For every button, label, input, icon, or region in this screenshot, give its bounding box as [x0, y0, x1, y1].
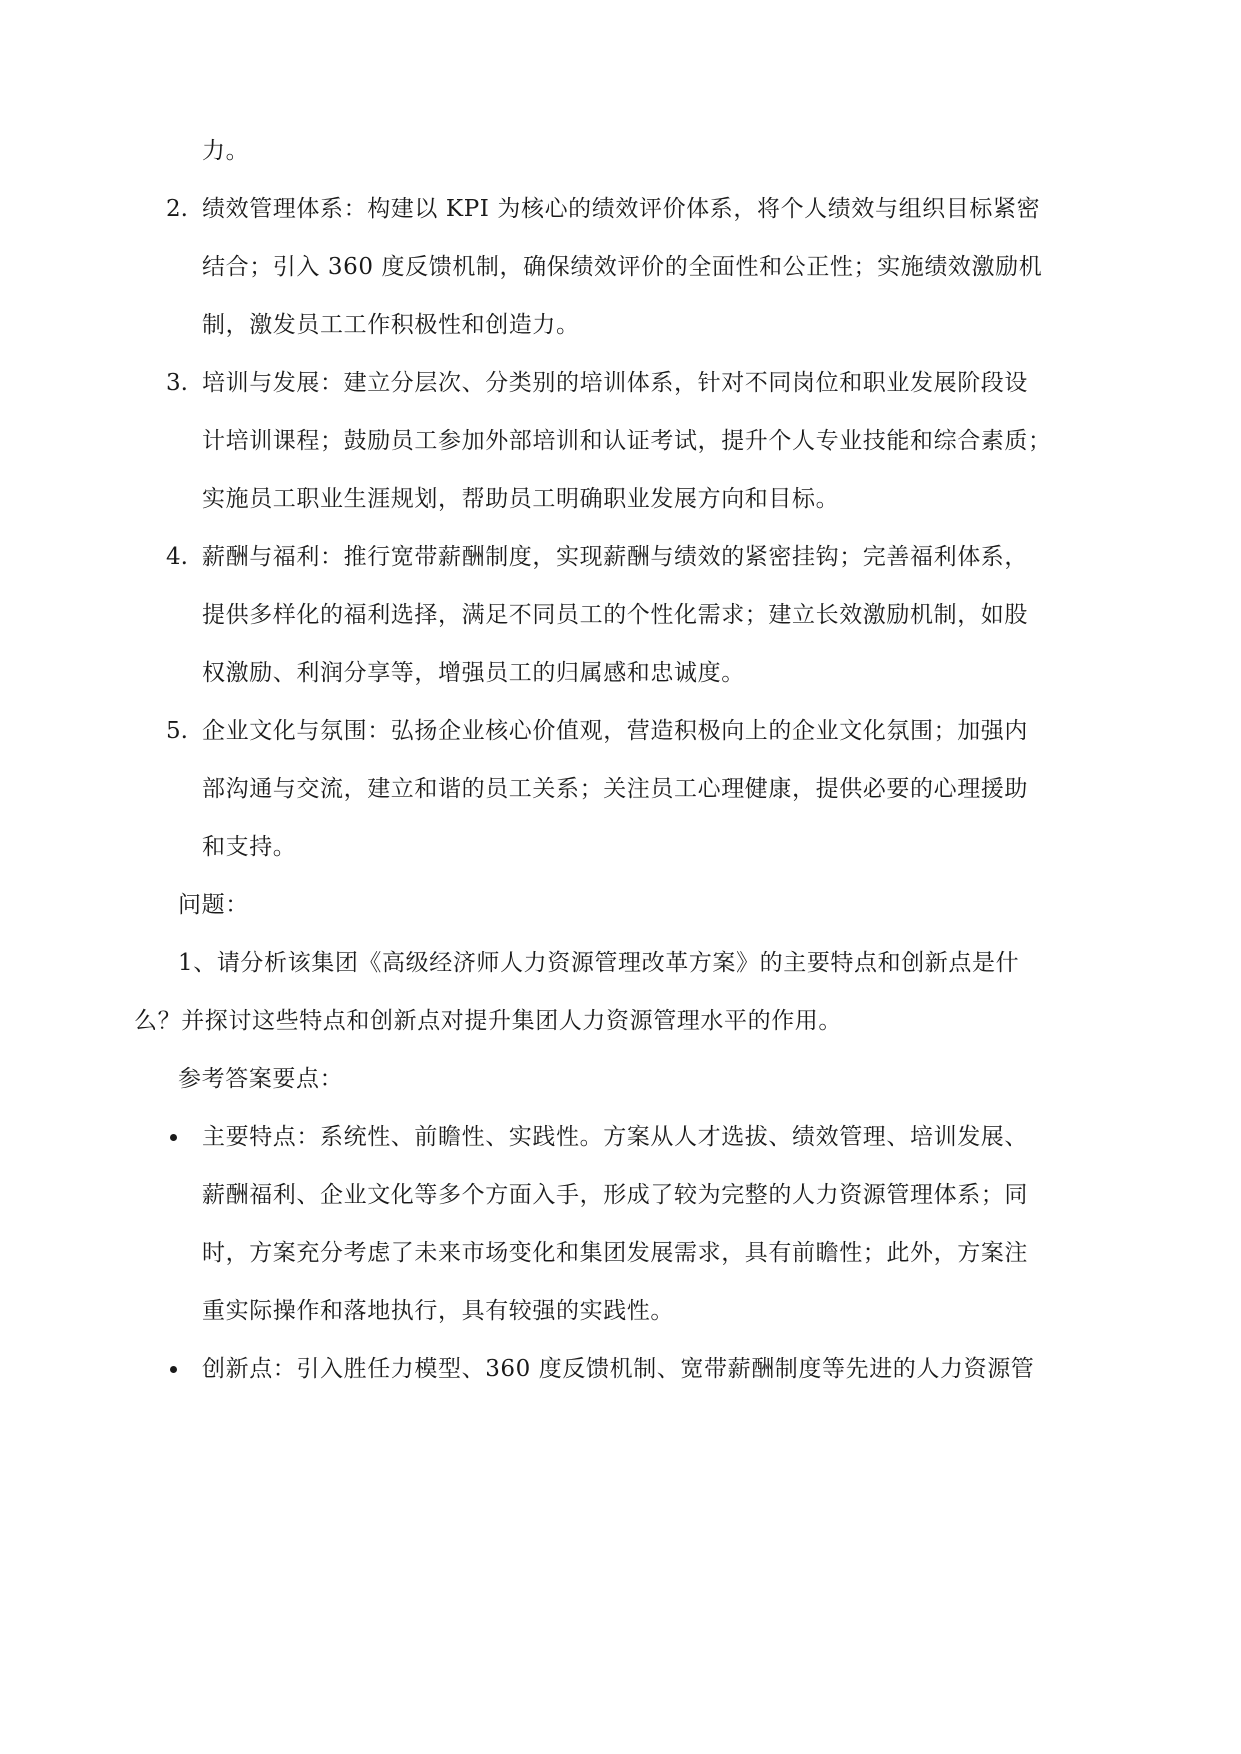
list-item-line: 绩效管理体系：构建以 KPI 为核心的绩效评价体系，将个人绩效与组织目标紧密 [202, 196, 1041, 222]
list-item-line: 权激励、利润分享等，增强员工的归属感和忠诚度。 [202, 660, 745, 686]
list-item-line: 计培训课程；鼓励员工参加外部培训和认证考试，提升个人专业技能和综合素质； [202, 428, 1052, 454]
list-number: 3. [166, 370, 188, 396]
list-item-line: 薪酬与福利：推行宽带薪酬制度，实现薪酬与绩效的紧密挂钩；完善福利体系， [202, 544, 1028, 570]
list-item-line: 企业文化与氛围：弘扬企业核心价值观，营造积极向上的企业文化氛围；加强内 [202, 718, 1028, 744]
list-item-line: 结合；引入 360 度反馈机制，确保绩效评价的全面性和公正性；实施绩效激励机 [202, 254, 1043, 280]
question-line: 1、请分析该集团《高级经济师人力资源管理改革方案》的主要特点和创新点是什 [178, 950, 1020, 976]
question-line: 么？并探讨这些特点和创新点对提升集团人力资源管理水平的作用。 [134, 1008, 842, 1034]
list-item-line: 和支持。 [202, 834, 297, 860]
bullet-dot [170, 1366, 177, 1373]
question-heading: 问题： [178, 892, 249, 918]
list-number: 4. [166, 544, 188, 570]
bullet-dot [170, 1134, 177, 1141]
list-number: 5. [166, 718, 188, 744]
bullet-line: 主要特点：系统性、前瞻性、实践性。方案从人才选拔、绩效管理、培训发展、 [202, 1124, 1028, 1150]
list-item-line: 制，激发员工工作积极性和创造力。 [202, 312, 580, 338]
list-item-line: 提供多样化的福利选择，满足不同员工的个性化需求；建立长效激励机制，如股 [202, 602, 1028, 628]
list-number: 2. [166, 196, 188, 222]
list-item-line: 部沟通与交流，建立和谐的员工关系；关注员工心理健康，提供必要的心理援助 [202, 776, 1028, 802]
list-item-line: 培训与发展：建立分层次、分类别的培训体系，针对不同岗位和职业发展阶段设 [202, 370, 1028, 396]
bullet-line: 薪酬福利、企业文化等多个方面入手，形成了较为完整的人力资源管理体系；同 [202, 1182, 1028, 1208]
continuation-text: 力。 [202, 138, 250, 164]
bullet-line: 重实际操作和落地执行，具有较强的实践性。 [202, 1298, 674, 1324]
list-item-line: 实施员工职业生涯规划，帮助员工明确职业发展方向和目标。 [202, 486, 840, 512]
answer-heading: 参考答案要点： [178, 1066, 344, 1092]
bullet-line: 时，方案充分考虑了未来市场变化和集团发展需求，具有前瞻性；此外，方案注 [202, 1240, 1028, 1266]
bullet-line: 创新点：引入胜任力模型、360 度反馈机制、宽带薪酬制度等先进的人力资源管 [202, 1356, 1035, 1382]
